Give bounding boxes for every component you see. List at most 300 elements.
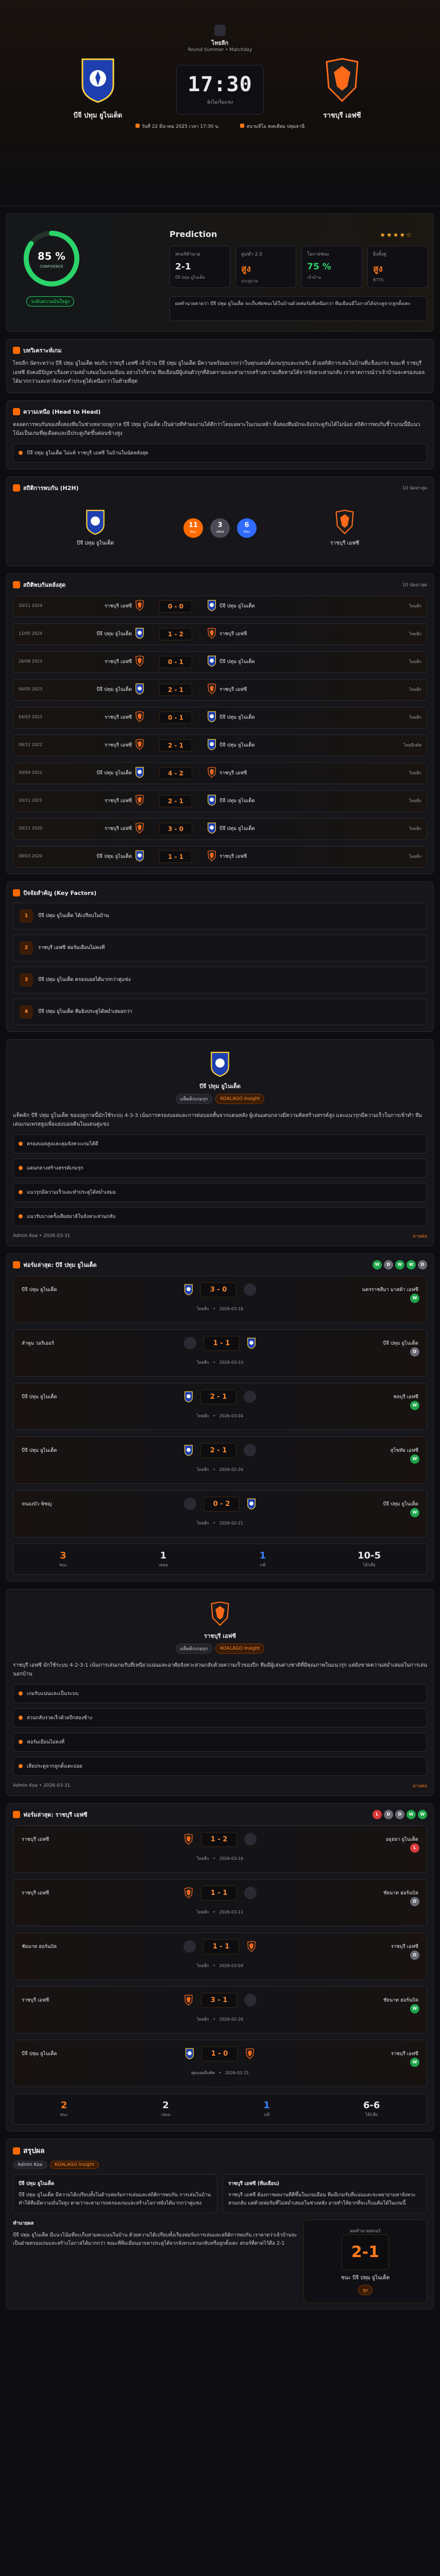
form-result-badge: W: [410, 1508, 419, 1517]
match-hero: [0, 0, 440, 206]
key-factor-number: 2: [20, 941, 33, 955]
form-stat: [60, 2100, 68, 2118]
h2h-list-title: สถิติพบกันหลังสุด: [23, 581, 66, 588]
card-value: สูง: [241, 264, 251, 274]
form-date: 2026-03-04: [219, 1413, 244, 1418]
key-factors-title: ปัจจัยสำคัญ (Key Factors): [23, 889, 97, 896]
form-result-badge: D: [410, 1897, 419, 1906]
away-crest-icon: [207, 850, 217, 861]
form-date: 2026-03-16: [219, 1856, 244, 1861]
home-crest-icon: [80, 57, 116, 103]
form-match-card[interactable]: [13, 1329, 427, 1377]
form-league: ไทยลีก: [196, 1306, 209, 1311]
profile-bullet-text: ครองบอลสูงและคุมจังหวะเกมได้ดี: [27, 1141, 98, 1147]
final-pick-card: [303, 2219, 427, 2303]
form-league: ไทยลีก: [196, 1520, 209, 1526]
away-crest-icon: [183, 1834, 194, 1845]
match-meta: [0, 123, 440, 130]
tally-label: ชนะ: [190, 529, 197, 534]
match-date: 26/08 2023: [19, 659, 42, 664]
form-score: 1 - 1: [204, 1336, 240, 1351]
match-date: 20/11 2020: [19, 826, 42, 831]
away-crest-icon: [134, 739, 145, 750]
h2h-summary-section: [6, 477, 434, 566]
away-team-name: ราชบุรี เอฟซี: [323, 112, 361, 120]
home-form-stats: [13, 1544, 427, 1575]
team-crest-icon: [244, 1833, 257, 1845]
form-stat-label: เสมอ: [161, 2112, 171, 2117]
team-crest-icon: [244, 1887, 257, 1899]
away-crest-icon: [134, 794, 145, 806]
form-match-card[interactable]: [13, 1986, 427, 2033]
key-factors-section: [6, 882, 434, 1032]
match-away: บีจี ปทุม ยูไนเต็ด: [219, 742, 255, 748]
form-meta: ไทยลีก • 2026-03-10: [196, 1360, 244, 1365]
away-crest-icon: [321, 57, 363, 103]
form-badge: D: [418, 1260, 427, 1269]
form-badge: W: [418, 1810, 427, 1819]
confidence-ring: [21, 228, 82, 289]
profile-bullet-text: แนวรับบางครั้งเสียสมาธิในจังหวะสวนกลับ: [27, 1213, 116, 1219]
summary-section: [6, 2139, 434, 2310]
form-badge: D: [395, 1810, 404, 1819]
home-form-section: [6, 1253, 434, 1582]
card-key: สูง/ต่ำ 2.5: [241, 252, 262, 257]
form-score: 3 - 1: [201, 1993, 238, 2008]
tally-label: เสมอ: [216, 529, 224, 534]
form-badge: D: [384, 1260, 393, 1269]
bullet-dot-icon: [19, 451, 23, 455]
profile-bullet-text: แดนกลางสร้างสรรค์เกมรุก: [27, 1165, 83, 1171]
confidence-value: 85 %: [38, 250, 65, 262]
match-home: บีจี ปทุม ยูไนเต็ด: [96, 631, 132, 637]
match-date: 30/04 2022: [19, 770, 42, 775]
rating-stars-icon: ★★★★☆: [380, 231, 413, 239]
match-venue: [240, 123, 304, 130]
form-stat-value: 1: [259, 1550, 266, 1561]
match-home: บีจี ปทุม ยูไนเต็ด: [96, 687, 132, 692]
form-score: 2 - 1: [200, 1443, 237, 1458]
match-home: ราชบุรี เอฟซี: [104, 798, 132, 804]
h2h-match-row[interactable]: [13, 707, 427, 728]
form-score: 1 - 0: [201, 2046, 238, 2061]
summary-away-title: ราชบุรี เอฟซี (ทีมเยือน): [228, 2180, 279, 2187]
form-home: บีจี ปทุม ยูไนเต็ด: [22, 2050, 57, 2057]
profile-bullet: [13, 1684, 427, 1703]
tally-value: 3: [217, 521, 223, 529]
match-away: บีจี ปทุม ยูไนเต็ด: [219, 715, 255, 720]
home-crest-icon: [135, 850, 144, 861]
key-factors-list: [13, 903, 427, 1025]
form-away: ราชบุรี เอฟซี: [391, 1943, 418, 1950]
key-factor-number: 1: [20, 909, 33, 923]
away-profile-body: ราชบุรี เอฟซี มักใช้ระบบ 4-2-3-1 เน้นการเล่นเกมรับที่เหนียวแน่นและอาศัยจังหวะสวนกลับด้วยความเร็วของปีก ทีมมีผู้เล่นต่างชาติที่มีคุณภาพในแนวรุก แต่ยังขาดความสม่ำเสมอในการเล่นนอกบ้าน: [13, 1662, 428, 1677]
key-factor-text: ราชบุรี เอฟซี ฟอร์มเยือนไม่คงที่: [38, 945, 105, 951]
form-result-badge: W: [410, 1294, 419, 1303]
home-crest-icon: [247, 1498, 256, 1510]
match-home: ราชบุรี เอฟซี: [104, 742, 132, 748]
final-verdict: [13, 2219, 298, 2303]
home-crest-icon: [207, 794, 216, 806]
summary-home-name: บีจี ปทุม ยูไนเต็ด: [76, 540, 114, 546]
form-match-card[interactable]: [13, 1436, 427, 1484]
h2h-bullet: [13, 444, 427, 463]
h2h-list-section: [6, 573, 434, 874]
summary-away: [303, 509, 386, 547]
match-score: 0 - 0: [159, 600, 192, 613]
bullet-dot-icon: [19, 1190, 23, 1194]
form-badge: W: [373, 1260, 382, 1269]
card-key: สกอร์ทำนาย: [175, 252, 200, 257]
match-away: บีจี ปทุม ยูไนเต็ด: [219, 826, 255, 832]
form-match-card[interactable]: [13, 1879, 427, 1926]
away-crest-icon: [134, 600, 145, 611]
form-meta: ไทยลีก • 2026-03-11: [196, 1909, 244, 1914]
form-icon: [13, 1811, 20, 1818]
away-crest-icon: [333, 509, 356, 535]
match-away: บีจี ปทุม ยูไนเต็ด: [219, 603, 255, 609]
away-profile-section: [6, 1589, 434, 1796]
profile-bullet: [13, 1134, 427, 1154]
match-league: ไทยลีก: [409, 632, 421, 636]
home-crest-icon: [184, 1445, 193, 1456]
form-league: ไทยลีก: [196, 1909, 209, 1914]
match-home: บีจี ปทุม ยูไนเต็ด: [96, 770, 132, 776]
form-home: บีจี ปทุม ยูไนเต็ด: [22, 1447, 57, 1453]
form-stat-label: ได้/เสีย: [363, 1562, 376, 1567]
form-stat: [363, 2100, 380, 2118]
h2h-match-row[interactable]: [13, 790, 427, 812]
profile-bullet: [13, 1757, 427, 1776]
form-stat-value: 6-6: [363, 2099, 380, 2111]
h2h-match-row[interactable]: [13, 735, 427, 756]
away-profile-insight-tag: KOALAGO Insight: [215, 1643, 264, 1654]
key-icon: [13, 889, 20, 896]
form-meta: ไทยลีก • 2026-03-16: [196, 1306, 244, 1311]
h2h-match-row[interactable]: [13, 651, 427, 673]
h2h-bullet-text: บีจี ปทุม ยูไนเต็ด ไม่แพ้ ราชบุรี เอฟซี ในบ้านในนัดหลังสุด: [27, 450, 148, 456]
post-date: 2026-03-31: [43, 1783, 71, 1788]
profile-bullet: [13, 1183, 427, 1202]
away-crest-icon: [134, 655, 145, 667]
tally-value: 6: [244, 521, 249, 529]
form-date: 2026-03-04: [219, 1963, 244, 1968]
match-home: ราชบุรี เอฟซี: [104, 715, 132, 720]
h2h-match-list: [13, 596, 427, 868]
form-meta: ไทยลีก • 2026-02-21: [196, 1520, 244, 1526]
team-crest-icon: [184, 1337, 196, 1349]
home-crest-icon: [135, 683, 144, 694]
bullet-dot-icon: [19, 1166, 23, 1170]
h2h-match-row[interactable]: [13, 818, 427, 840]
home-team-name: บีจี ปทุม ยูไนเต็ด: [73, 112, 123, 120]
form-league: ไทยลีก: [196, 1963, 209, 1968]
away-crest-icon: [134, 822, 145, 834]
summary-home-title: บีจี ปทุม ยูไนเต็ด: [19, 2180, 55, 2187]
h2h-match-row[interactable]: [13, 596, 427, 617]
summary-home: [54, 509, 137, 547]
home-form-title: ฟอร์มล่าสุด: บีจี ปทุม ยูไนเต็ด: [23, 1261, 97, 1268]
key-factor-number: 3: [20, 973, 33, 987]
form-stat-label: แพ้: [260, 1562, 266, 1567]
form-away: อยุธยา ยูไนเต็ด: [385, 1836, 418, 1842]
h2h-match-row[interactable]: [13, 762, 427, 784]
summary-away-body: ราชบุรี เอฟซี ต้องการผลงานที่ดีขึ้นในเกมเยือน ทีมมีเกมรับที่แน่นและจะพยายามหาจังหวะสวนกลับ แต่ด้วยฟอร์มที่ไม่สม่ำเสมอในช่วงหลัง อาจทำให้ยากที่จะเก็บแต้มได้ในเกมนี้: [228, 2192, 416, 2206]
h2h-match-row[interactable]: [13, 846, 427, 868]
pick-tag: สูง: [358, 2285, 373, 2295]
home-crest-icon: [207, 822, 216, 834]
away-crest-icon: [246, 1941, 257, 1952]
match-away: บีจี ปทุม ยูไนเต็ด: [219, 798, 255, 804]
form-home: บีจี ปทุม ยูไนเต็ด: [22, 1286, 57, 1293]
home-crest-icon: [184, 1391, 193, 1402]
home-profile-name: บีจี ปทุม ยูไนเต็ด: [199, 1082, 241, 1090]
bullet-dot-icon: [19, 1142, 23, 1146]
match-league: ไทยลีก: [409, 687, 421, 692]
card-value: 2-1: [175, 262, 191, 272]
form-away: สุโขทัย เอฟซี: [390, 1447, 418, 1453]
form-meta: ฟุตบอลลีกคัพ • 2026-02-21: [191, 2070, 249, 2075]
team-crest-icon: [184, 1498, 196, 1510]
profile-bullet-text: เกมรับแน่นและเป็นระบบ: [27, 1690, 79, 1697]
home-crest-icon: [185, 2048, 194, 2059]
match-away: ราชบุรี เอฟซี: [219, 854, 247, 859]
pick-score: 2-1: [351, 2243, 380, 2261]
form-stat-value: 1: [263, 2099, 270, 2111]
form-stat-label: แพ้: [264, 2112, 269, 2117]
form-match-card[interactable]: [13, 1383, 427, 1430]
team-crest-icon: [244, 1391, 256, 1403]
pick-team: ชนะ บีจี ปทุม ยูไนเต็ด: [341, 2275, 390, 2281]
form-away: นครราชสีมา มาสด้า เอฟซี: [362, 1286, 418, 1293]
profile-bullet-text: สวนกลับรวดเร็วด้วยปีกสองข้าง: [27, 1715, 92, 1721]
form-home: บีจี ปทุม ยูไนเต็ด: [22, 1394, 57, 1400]
away-team[interactable]: [301, 57, 383, 121]
form-score: 1 - 1: [201, 1886, 238, 1901]
summary-title: สรุปผล: [23, 2146, 45, 2155]
analysis-body: ไทยลีก นัดระหว่าง บีจี ปทุม ยูไนเต็ด พบกับ ราชบุรี เอฟซี เจ้าบ้าน บีจี ปทุม ยูไนเต็ด มีความพร้อมมากกว่าในทุกแดนทั้งเกมรุกและเกมรับ ด้วยสถิติการเล่นในบ้านที่แข็งแกร่ง ขณะที่ ราชบุรี เอฟซี ยังคงมีปัญหาเรื่องความสม่ำเสมอในเกมเยือน อย่างไรก็ตาม ทีมเยือนมีผู้เล่นตัวรุกที่อันตรายและสามารถสร้างความเสียหายได้จากจังหวะสวนกลับ เราคาดการณ์ว่าเจ้าบ้านจะครองบอลได้มากกว่าและหาจังหวะทำประตูได้เหนือกว่าในท้ายที่สุด: [13, 361, 425, 384]
home-crest-icon: [135, 628, 144, 639]
match-score: 1 - 2: [159, 628, 192, 640]
h2h-text-title: ความเหนือ (Head to Head): [23, 408, 101, 415]
form-league: ไทยลีก: [196, 1467, 209, 1472]
form-stat: [358, 1550, 381, 1568]
match-status: ยังไม่เริ่มแข่ง: [207, 100, 233, 105]
away-crest-icon: [134, 711, 145, 722]
history-icon: [13, 581, 20, 588]
card-sub: BTTS: [373, 278, 384, 282]
home-crest-icon: [207, 739, 216, 750]
prediction-card-score: [170, 246, 230, 288]
card-sub: ประตูรวม: [241, 279, 258, 283]
card-key: โอกาสชนะ: [307, 252, 330, 257]
home-crest-icon: [184, 1284, 193, 1295]
h2h-match-row[interactable]: [13, 623, 427, 645]
tally-home-wins: [183, 518, 203, 538]
author-name: Admin Koa: [13, 1233, 38, 1239]
profile-bullet-text: เสียประตูจากลูกตั้งเตะบ่อย: [27, 1763, 82, 1769]
bullet-dot-icon: [19, 1716, 23, 1720]
form-home: ราชบุรี เอฟซี: [22, 1836, 49, 1842]
home-profile-insight-tag: KOALAGO Insight: [215, 1094, 264, 1104]
match-home: ราชบุรี เอฟซี: [104, 826, 132, 832]
card-key: ยิงทั้งคู่: [373, 252, 387, 257]
match-date: 04/03 2023: [19, 715, 42, 720]
home-profile-bullets: [13, 1134, 427, 1226]
match-date: 20/11 2024: [19, 603, 42, 608]
match-score: 2 - 1: [159, 684, 192, 696]
match-date: 09/12 2022: [19, 742, 42, 748]
away-profile-more-link[interactable]: อ่านต่อ: [413, 1783, 427, 1789]
form-away: ชัยนาท ฮอร์นบิล: [383, 1890, 418, 1896]
away-crest-icon: [207, 767, 217, 778]
form-stat-value: 2: [60, 2099, 67, 2111]
prediction-panel: [6, 213, 434, 332]
home-profile-section: [6, 1039, 434, 1246]
form-date: 2026-03-10: [219, 1360, 244, 1365]
prediction-card-winchance: [301, 246, 362, 288]
home-crest-icon: [247, 1337, 256, 1349]
form-home: ลำพูน วอริเออร์: [22, 1340, 54, 1346]
form-stat-value: 3: [60, 1550, 66, 1561]
form-score: 0 - 2: [204, 1497, 240, 1512]
match-date: 20/11 2021: [19, 798, 42, 803]
home-profile-more-link[interactable]: อ่านต่อ: [413, 1233, 427, 1239]
home-profile-tag: แท็คติกเกมรุก: [176, 1094, 213, 1104]
match-league: ไทยลีก: [409, 715, 421, 720]
form-match-card[interactable]: [13, 1825, 427, 1873]
form-match-card[interactable]: [13, 1276, 427, 1323]
form-match-card[interactable]: [13, 2040, 427, 2087]
form-stat: [260, 1550, 266, 1568]
match-league: ไทยลีก: [409, 854, 421, 859]
home-crest-icon: [207, 711, 216, 722]
form-home: หนองบัว พิชญ: [22, 1501, 52, 1507]
form-home: ราชบุรี เอฟซี: [22, 1997, 49, 2003]
form-stat-label: ชนะ: [59, 1562, 67, 1567]
confidence-pill: ระดับความมั่นใจสูง: [26, 296, 74, 307]
match-score: 2 - 1: [159, 739, 192, 752]
away-profile-tag: แท็คติกเกมรุก: [176, 1643, 213, 1654]
profile-bullet: [13, 1708, 427, 1727]
match-score: 2 - 1: [159, 795, 192, 807]
match-home: ราชบุรี เอฟซี: [104, 603, 132, 609]
key-factor-item: [13, 998, 427, 1025]
home-profile-author: Admin Koa • 2026-03-31: [13, 1233, 71, 1239]
match-date: 04/05 2023: [19, 687, 42, 692]
summary-insight-tag: KOALAGO Insight: [50, 2161, 99, 2169]
form-badge: L: [373, 1810, 382, 1819]
h2h-icon: [13, 408, 20, 415]
match-score: 0 - 1: [159, 656, 192, 668]
form-result-badge: D: [410, 1347, 419, 1357]
final-verdict-title: ทำนายผล: [13, 2220, 34, 2226]
team-crest-icon: [244, 1444, 256, 1456]
form-away: บีจี ปทุม ยูไนเต็ด: [383, 1340, 418, 1346]
form-result-badge: W: [410, 2004, 419, 2013]
h2h-summary-title: สถิติการพบกัน (H2H): [23, 484, 79, 492]
kickoff-box: [176, 65, 264, 114]
home-crest-icon: [207, 600, 216, 611]
away-crest-icon: [207, 683, 217, 694]
home-profile-body: แท็คติก บีจี ปทุม ยูไนเต็ด ของฤดูกาลนี้มักใช้ระบบ 4-3-3 เน้นการครองบอลและการต่อบอลสั้นจากแดนหลัง ผู้เล่นแดนกลางมีความคิดสร้างสรรค์สูง และแนวรุกมีความเร็วในการเข้าทำ ทีมเล่นเกมเพรสสูงเพื่อแย่งบอลคืนในแดนคู่แข่ง: [13, 1112, 422, 1127]
form-badge: W: [395, 1260, 404, 1269]
away-profile-name: ราชบุรี เอฟซี: [204, 1632, 236, 1639]
match-league: ไทยลีก: [409, 771, 421, 775]
location-icon: [240, 124, 244, 128]
summary-home-box: [13, 2174, 217, 2213]
form-result-badge: W: [410, 2058, 419, 2067]
away-crest-icon: [245, 2048, 255, 2059]
match-date: [136, 123, 219, 130]
tally-draws: [210, 518, 230, 538]
h2h-match-row[interactable]: [13, 679, 427, 701]
summary-away-box: [223, 2174, 427, 2213]
form-stat-value: 2: [162, 2099, 169, 2111]
match-league: ไทยลีก: [409, 826, 421, 831]
form-icon: [13, 1261, 20, 1268]
away-form-list: [13, 1825, 427, 2087]
kickoff-time: 17:30: [188, 73, 252, 96]
h2h-text-body: ตลอดการพบกันของทั้งสองทีมในช่วงหลายฤดูกาล บีจี ปทุม ยูไนเต็ด เป็นฝ่ายที่ทำผลงานได้ดีกว่าโดยเฉพาะในเกมเหย้า ทั้งสองทีมมักจะยิงประตูกันได้ไม่น้อย สถิติการพบกันชี้ว่าเกมนี้มีแนวโน้มเป็นเกมที่ดุเดือดและมีประตูเกิดขึ้นค่อนข้างสูง: [13, 421, 420, 436]
form-away: ราชบุรี เอฟซี: [391, 2050, 418, 2057]
form-match-card[interactable]: [13, 1490, 427, 1537]
match-league: ไทยลีก: [409, 604, 421, 608]
key-factor-item: [13, 967, 427, 993]
profile-bullet: [13, 1207, 427, 1226]
form-stat-value: 10-5: [358, 1550, 381, 1561]
form-away: บีจี ปทุม ยูไนเต็ด: [383, 1501, 418, 1507]
form-result-badge: D: [410, 1951, 419, 1960]
form-date: 2026-02-26: [219, 1467, 244, 1472]
home-crest-icon: [207, 655, 216, 667]
key-factor-number: 4: [20, 1005, 33, 1019]
form-date: 2026-02-21: [219, 1520, 244, 1526]
form-match-card[interactable]: [13, 1933, 427, 1980]
form-meta: ไทยลีก • 2026-03-16: [196, 1856, 244, 1861]
form-meta: ไทยลีก • 2026-03-04: [196, 1963, 244, 1968]
form-score: 3 - 0: [200, 1282, 237, 1297]
form-badge: W: [407, 1260, 416, 1269]
match-venue-text: สนามลีโอ สเตเดียม ปทุมธานี: [246, 124, 305, 129]
form-meta: ไทยลีก • 2026-02-26: [196, 2016, 244, 2022]
match-league: ไทยลีก: [409, 659, 421, 664]
away-crest-icon: [207, 628, 217, 639]
post-date: 2026-03-31: [43, 1233, 71, 1239]
away-form-section: [6, 1803, 434, 2131]
form-score: 1 - 2: [201, 1832, 238, 1847]
home-team[interactable]: [57, 57, 139, 121]
match-away: ราชบุรี เอฟซี: [219, 687, 247, 692]
h2h-text-section: [6, 400, 434, 469]
away-profile-bullets: [13, 1684, 427, 1776]
form-league: ไทยลีก: [196, 1413, 209, 1418]
form-league: ฟุตบอลลีกคัพ: [191, 2070, 215, 2075]
h2h-tally: [183, 518, 257, 538]
author-name: Admin Koa: [13, 1783, 38, 1788]
card-value: 75 %: [307, 262, 331, 272]
bullet-dot-icon: [19, 1764, 23, 1768]
final-verdict-body: บีจี ปทุม ยูไนเต็ด มีแนวโน้มที่จะเก็บสามคะแนนในบ้าน ด้วยความได้เปรียบทั้งเรื่องฟอร์มการเล่นและสถิติการพบกัน เราคาดว่าเจ้าบ้านจะเป็นฝ่ายครองเกมและสร้างโอกาสได้มากกว่า ขณะที่ทีมเยือนอาจหาประตูได้จากจังหวะสวนกลับหรือลูกตั้งเตะ สกอร์ที่คาดไว้คือ 2-1: [13, 2232, 297, 2247]
form-league: ไทยลีก: [196, 1360, 209, 1365]
profile-bullet-text: ฟอร์มเยือนไม่คงที่: [27, 1739, 65, 1745]
match-league: ไทยลีกคัพ: [403, 743, 421, 748]
form-away: ชลบุรี เอฟซี: [393, 1394, 418, 1400]
analysis-section: [6, 339, 434, 393]
form-date: 2026-02-26: [219, 2016, 244, 2022]
analysis-title: บทวิเคราะห์เกม: [23, 347, 62, 354]
home-form-badges: [373, 1260, 427, 1269]
